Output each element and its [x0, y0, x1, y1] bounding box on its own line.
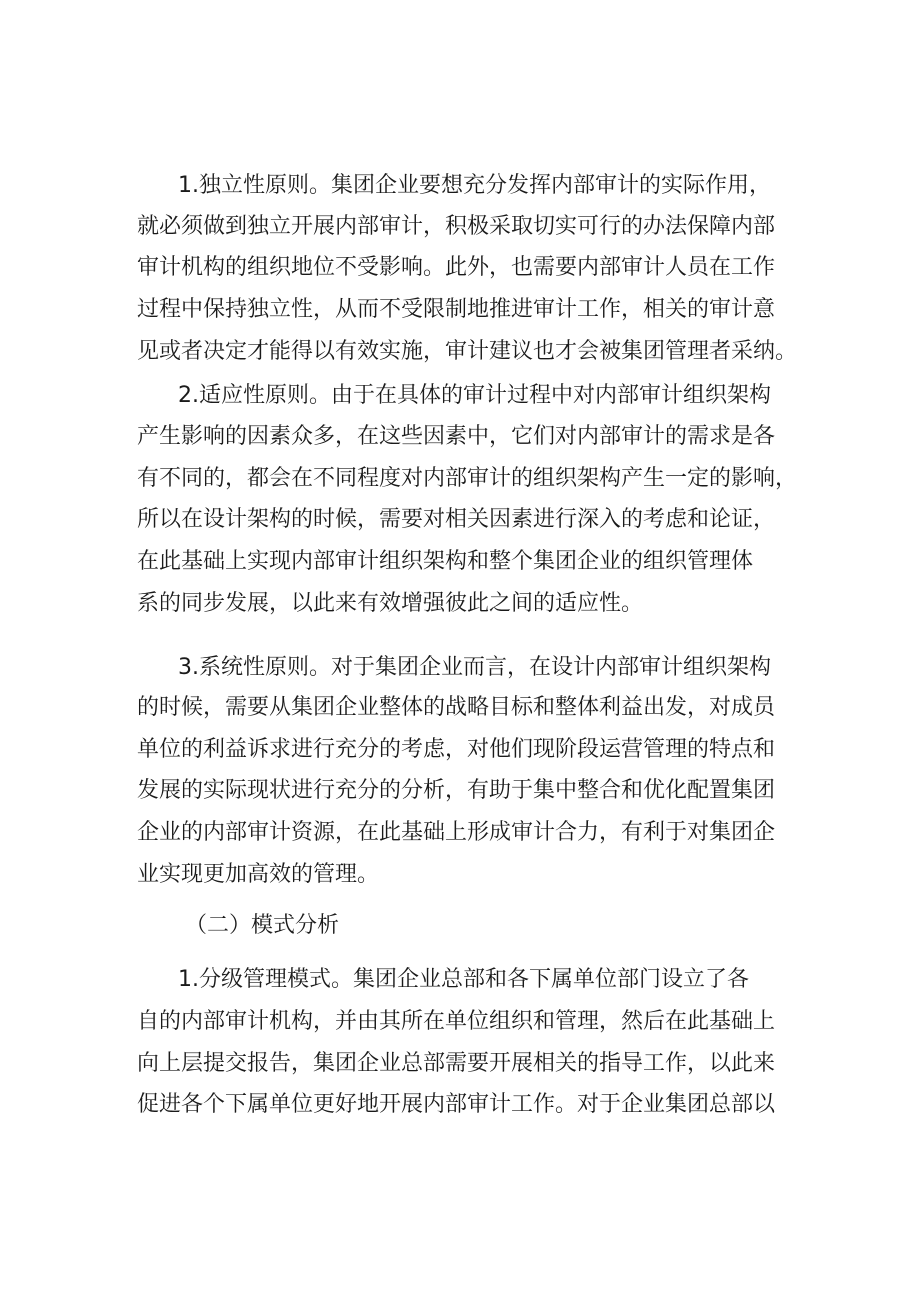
text-line: 所以在设计架构的时候，需要对相关因素进行深入的考虑和论证， — [137, 507, 776, 532]
text-line: 审计机构的组织地位不受影响。此外，也需要内部审计人员在工作 — [137, 255, 776, 280]
text-line: 自的内部审计机构，并由其所在单位组织和管理，然后在此基础上 — [137, 1009, 776, 1034]
text-line: 在此基础上实现内部审计组织架构和整个集团企业的组织管理体 — [137, 549, 754, 574]
text-line: 系的同步发展，以此来有效增强彼此之间的适应性。 — [137, 591, 644, 616]
text-line: 向上层提交报告，集团企业总部需要开展相关的指导工作，以此来 — [137, 1051, 776, 1076]
text-line: 促进各个下属单位更好地开展内部审计工作。对于企业集团总部以 — [137, 1092, 776, 1117]
text-line: 发展的实际现状进行充分的分析，有助于集中整合和优化配置集团 — [137, 778, 776, 803]
text-line: 1.独立性原则。集团企业要想充分发挥内部审计的实际作用， — [178, 173, 771, 198]
section-heading: （二）模式分析 — [185, 913, 340, 938]
text-line: 单位的利益诉求进行充分的考虑，对他们现阶段运营管理的特点和 — [137, 737, 776, 762]
text-line: 的时候，需要从集团企业整体的战略目标和整体利益出发，对成员 — [137, 695, 776, 720]
text-line: 产生影响的因素众多，在这些因素中，它们对内部审计的需求是各 — [137, 424, 776, 449]
text-line: 有不同的，都会在不同程度对内部审计的组织架构产生一定的影响， — [137, 466, 798, 491]
text-line: 过程中保持独立性，从而不受限制地推进审计工作，相关的审计意 — [137, 297, 776, 322]
text-line: 就必须做到独立开展内部审计，积极采取切实可行的办法保障内部 — [137, 214, 776, 239]
text-line: 2.适应性原则。由于在具体的审计过程中对内部审计组织架构 — [178, 383, 771, 408]
text-line: 企业的内部审计资源，在此基础上形成审计合力，有利于对集团企 — [137, 820, 776, 845]
text-line: 见或者决定才能得以有效实施，审计建议也才会被集团管理者采纳。 — [137, 339, 798, 364]
text-line: 1.分级管理模式。集团企业总部和各下属单位部门设立了各 — [178, 967, 749, 992]
text-line: 业实现更加高效的管理。 — [137, 862, 380, 887]
text-line: 3.系统性原则。对于集团企业而言，在设计内部审计组织架构 — [178, 655, 771, 680]
